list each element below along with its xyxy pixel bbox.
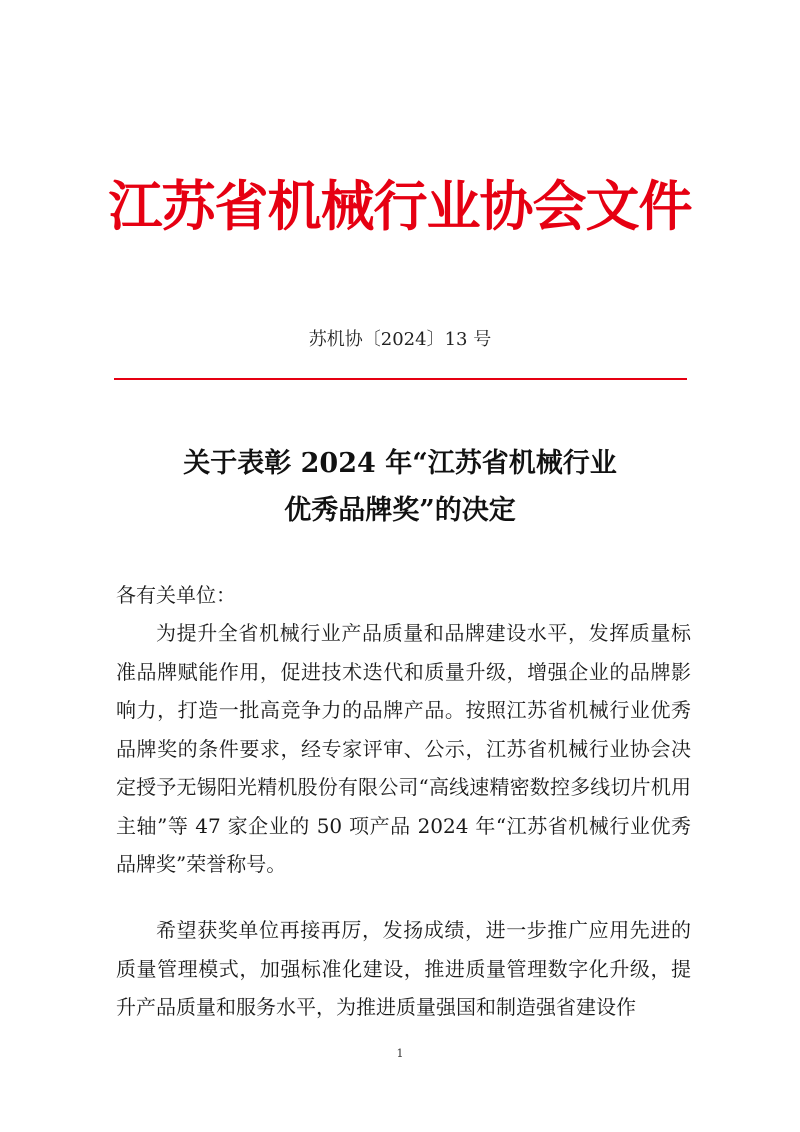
salutation: 各有关单位： [116,583,236,607]
body-paragraph: 希望获奖单位再接再厉，发扬成绩，进一步推广应用先进的质量管理模式，加强标准化建设，推进质量管理数字化升级，提升产品质量和服务水平，为推进质量强国和制造强省建设作 [116,918,691,1019]
document-number: 苏机协〔2024〕13 号 [308,329,492,350]
masthead-title: 江苏省机械行业协会文件 [108,174,692,238]
title-line-1: 关于表彰 2024 年“江苏省机械行业 [183,448,617,479]
red-divider-line [114,378,687,380]
body-paragraph: 为提升全省机械行业产品质量和品牌建设水平，发挥质量标准品牌赋能作用，促进技术迭代和质量升级，增强企业的品牌影响力，打造一批高竞争力的品牌产品。按照江苏省机械行业优秀品牌奖的条件要求，经专家评审、公示，江苏省机械行业协会决定授予无锡阳光精机股份有限公司“高线速精密数控多线切片机用主轴”等 47 家企业的 50 项产品 2024 年“江苏省机械行业优秀品牌奖”荣誉称号。 [116,621,691,876]
document-title [0,440,800,534]
page-number: 1 [396,1047,404,1060]
title-line-2: 优秀品牌奖”的决定 [284,495,516,526]
